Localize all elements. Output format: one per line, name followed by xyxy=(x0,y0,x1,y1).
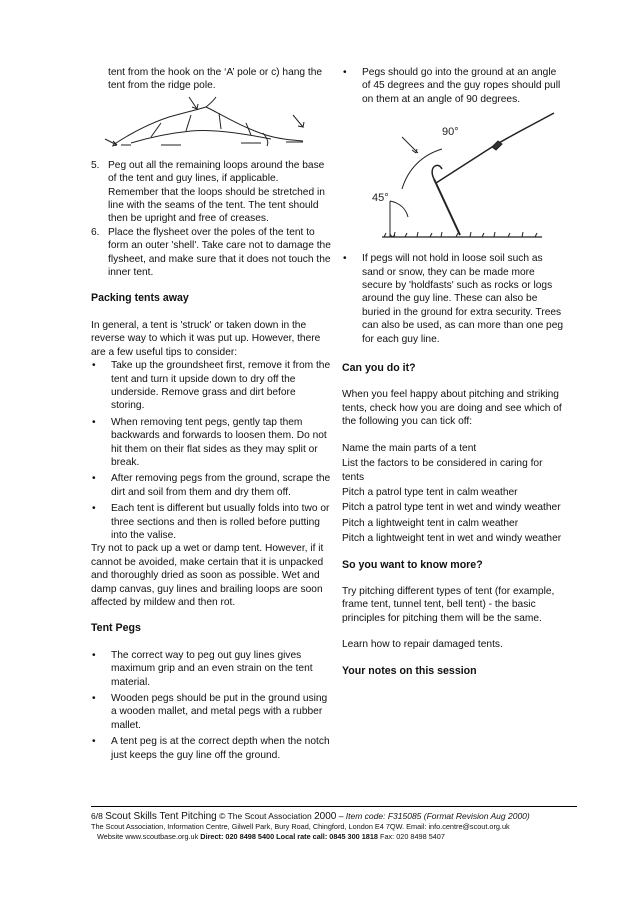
footer-copyright: © The Scout Association xyxy=(219,811,312,821)
step-number: 5. xyxy=(91,159,100,171)
checklist-item: Pitch a lightweight tent in wet and windy weather xyxy=(342,533,562,545)
page-number: 6/8 xyxy=(91,811,103,821)
bullet-icon: • xyxy=(92,360,96,372)
can-heading: Can you do it? xyxy=(342,362,416,375)
list-item: • Wooden pegs should be put in the ground using a wooden mallet, and metal pegs with a rubber mallet. xyxy=(92,693,328,731)
footer-title-line xyxy=(91,811,577,822)
step-5 xyxy=(91,159,331,226)
footer-fax: Fax: 020 8498 5407 xyxy=(380,832,445,841)
notes-heading: Your notes on this session xyxy=(342,664,477,677)
list-item: • Each tent is different but usually folds into two or three sections and then is rolled before putting into the valise. xyxy=(92,503,330,541)
list-item: • If pegs will not hold in loose soil such as sand or snow, they can be made more secure by 'holdfasts' such as rocks or logs around the guy line. These can also be buried in the ground for extra security. Trees can also be used, as can more than one peg for each guy line. xyxy=(343,253,564,345)
step-number: 6. xyxy=(91,226,100,238)
more-paragraph: Learn how to repair damaged tents. xyxy=(342,639,503,651)
footer-phone: Direct: 020 8498 5400 Local rate call: 0845 300 1818 xyxy=(200,832,378,841)
packing-outro: Try not to pack up a wet or damp tent. However, if it cannot be avoided, make certain that it is unpacked and thoroughly dried as soon as possible. Wet and damp canvas, guy lines and brailing loops are soon affected by mildew and then rot. xyxy=(91,543,324,608)
list-item: • The correct way to peg out guy lines gives maximum grip and an even strain on the tent material. xyxy=(92,649,313,688)
step-text: Place the flysheet over the poles of the tent to form an outer 'shell'. Take care not to damage the flysheet, and make sure that it does not touch the inner tent. xyxy=(108,226,331,279)
bullet-icon: • xyxy=(92,736,96,748)
list-item: • A tent peg is at the correct depth when the notch just keeps the guy line off the ground. xyxy=(92,736,330,761)
tent-illustration xyxy=(91,93,331,151)
angle-90-label: 90° xyxy=(442,126,459,139)
packing-intro: In general, a tent is 'struck' or taken down in the reverse way to which it was put up. However, there are a few useful tips to consider: xyxy=(91,319,321,358)
bullet-icon: • xyxy=(92,693,96,705)
bullet-icon: • xyxy=(92,503,96,515)
left-column xyxy=(91,66,331,765)
angle-45-label: 45° xyxy=(372,192,389,205)
page-footer xyxy=(91,806,577,842)
checklist-item: List the factors to be considered in caring for tents xyxy=(342,458,543,483)
checklist-item: Name the main parts of a tent xyxy=(342,442,477,454)
checklist-item: Pitch a lightweight tent in calm weather xyxy=(342,517,519,529)
bullet-icon: • xyxy=(343,67,347,78)
footer-website: Website www.scoutbase.org.uk xyxy=(97,832,199,841)
right-column xyxy=(342,66,564,678)
footer-contact-line xyxy=(91,832,577,842)
step-text: Peg out all the remaining loops around the base of the tent and guy lines, if applicable. Remember that the loops should be stretched in line with the seams of the tent. The tent should then be upright and free of creases. xyxy=(108,159,325,225)
peg-angle-diagram xyxy=(342,109,564,249)
bullet-icon: • xyxy=(92,473,96,485)
more-heading: So you want to know more? xyxy=(342,558,483,571)
bullet-icon: • xyxy=(343,253,347,265)
footer-item-code: – Item code: F315085 (Format Revision Aug 2000) xyxy=(338,811,530,821)
intro-text: tent from the hook on the ‘A’ pole or c) hang the tent from the ridge pole. xyxy=(108,67,323,92)
pegs-heading: Tent Pegs xyxy=(91,622,141,635)
more-paragraph: Try pitching different types of tent (for example, frame tent, tunnel tent, bell tent) - the basic principles for pitching them will be the same. xyxy=(342,585,555,624)
packing-heading: Packing tents away xyxy=(91,292,189,305)
step-6 xyxy=(91,226,331,280)
checklist-item: Pitch a patrol type tent in wet and windy weather xyxy=(342,502,561,514)
can-intro: When you feel happy about pitching and striking tents, check how you are doing and see which of the following you can tick off: xyxy=(342,389,562,428)
footer-address: The Scout Association, Information Centre, Gilwell Park, Bury Road, Chingford, London E4 7QW. Email: info.centre@scout.org.uk xyxy=(91,822,510,831)
checklist xyxy=(342,442,564,546)
list-item: • Pegs should go into the ground at an angle of 45 degrees and the guy ropes should pull on them at an angle of 90 degrees. xyxy=(343,67,561,105)
list-item: • After removing pegs from the ground, scrape the dirt and soil from them and dry them off. xyxy=(92,473,331,498)
footer-title: Scout Skills Tent Pitching xyxy=(105,811,217,822)
bullet-icon: • xyxy=(92,649,96,661)
list-item: • Take up the groundsheet first, remove it from the tent and turn it upside down to dry off the underside. Remove grass and dirt before storing. xyxy=(92,360,331,412)
footer-year: 2000 xyxy=(314,811,337,822)
list-item: • When removing tent pegs, gently tap them backwards and forwards to loosen them. Do not hit them on their flat sides as they may split or break. xyxy=(92,416,327,468)
bullet-icon: • xyxy=(92,416,96,428)
checklist-item: Pitch a patrol type tent in calm weather xyxy=(342,486,518,498)
